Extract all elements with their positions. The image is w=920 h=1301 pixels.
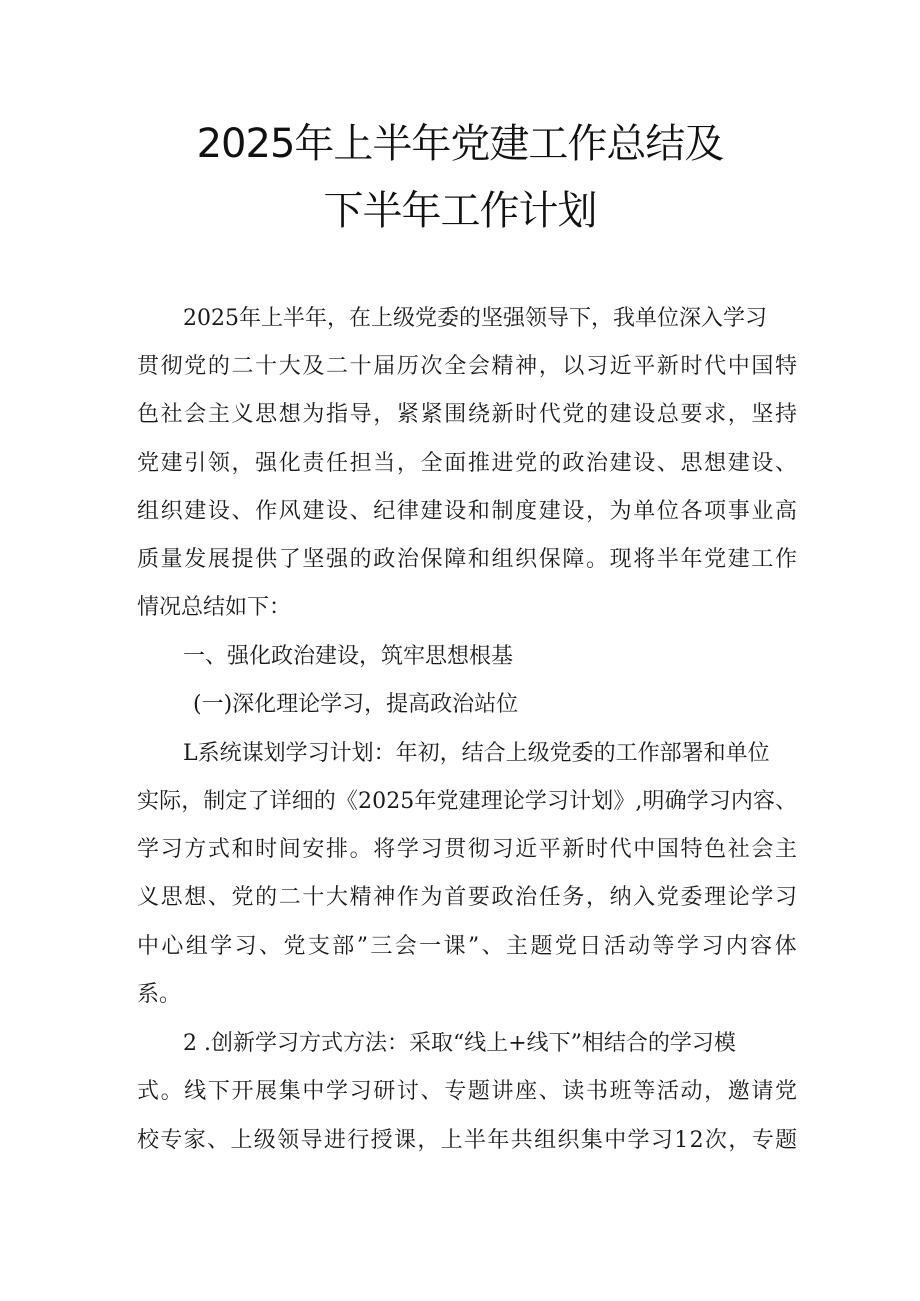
body-line-13: 义思想、党的二十大精神作为首要政治任务，纳入党委理论学习: [137, 885, 799, 910]
document-title-line-2: 下半年工作计划: [323, 188, 597, 234]
body-line-2: 贯彻党的二十大及二十届历次全会精神，以习近平新时代中国特: [137, 354, 799, 379]
subsection-heading: (一)深化理论学习，提高政治站位: [193, 692, 519, 717]
body-line-1: 2025年上半年，在上级党委的坚强领导下，我单位深入学习: [183, 306, 767, 331]
body-line-3: 色社会主义思想为指导，紧紧围绕新时代党的建设总要求，坚持: [137, 402, 799, 427]
body-line-17: 式。线下开展集中学习研讨、专题讲座、读书班等活动，邀请党: [137, 1079, 799, 1104]
body-line-11: 实际，制定了详细的《2025年党建理论学习计划》,明确学习内容、: [137, 789, 798, 814]
body-line-14: 中心组学习、党支部”三会一课”、主题党日活动等学习内容体: [137, 934, 799, 959]
document-title-line-1: 2025年上半年党建工作总结及: [196, 121, 724, 167]
body-line-4: 党建引领，强化责任担当，全面推进党的政治建设、思想建设、: [137, 451, 799, 476]
body-line-7: 情况总结如下：: [137, 595, 292, 620]
body-line-16: 2 .创新学习方式方法：采取“线上+线下”相结合的学习模: [183, 1031, 736, 1056]
body-line-10: L系统谋划学习计划：年初，结合上级党委的工作部署和单位: [183, 741, 770, 766]
body-line-5: 组织建设、作风建设、纪律建设和制度建设，为单位各项事业高: [137, 499, 799, 524]
body-line-15: 系。: [137, 982, 182, 1007]
body-line-18: 校专家、上级领导进行授课，上半年共组织集中学习12次，专题: [137, 1128, 799, 1153]
section-heading: 一、强化政治建设，筑牢思想根基: [183, 644, 514, 669]
body-line-6: 质量发展提供了坚强的政治保障和组织保障。现将半年党建工作: [137, 547, 799, 572]
body-line-12: 学习方式和时间安排。将学习贯彻习近平新时代中国特色社会主: [137, 837, 799, 862]
